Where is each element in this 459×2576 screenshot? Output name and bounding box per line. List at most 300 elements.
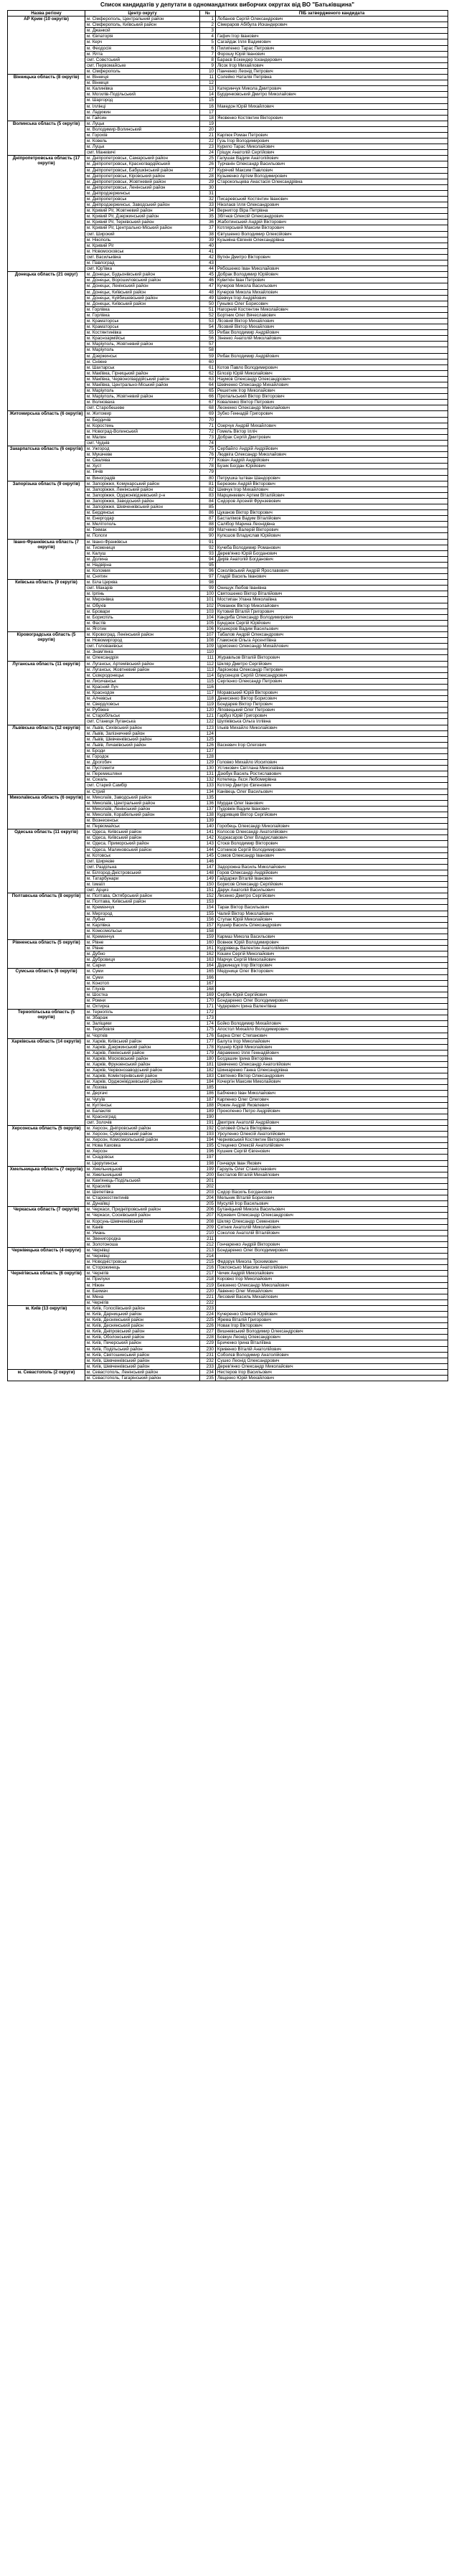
- district-number: 200: [200, 1172, 216, 1177]
- district-number: 7: [200, 51, 216, 57]
- candidate-name: Котелець Лєся Любомирівна: [216, 777, 448, 783]
- district-number: 156: [200, 916, 216, 922]
- district-number: 194: [200, 1137, 216, 1143]
- district-center: м. Севастополь, Гагарінський район: [85, 1376, 200, 1381]
- table-header-row: [8, 11, 448, 17]
- district-number: 222: [200, 1299, 216, 1305]
- district-number: 111: [200, 655, 216, 661]
- district-center: м. Львів, Залізничний район: [85, 730, 200, 736]
- candidate-name: Бевзенко Олександр Миколайович: [216, 1282, 448, 1288]
- district-center: смт. Маневичі: [85, 150, 200, 156]
- candidate-name: [216, 121, 448, 126]
- district-number: 58: [200, 347, 216, 353]
- region-name: Івано-Франківська область (7 округів): [8, 539, 85, 580]
- district-number: 119: [200, 702, 216, 708]
- district-number: 43: [200, 260, 216, 266]
- district-center: м. Первомайськ: [85, 824, 200, 829]
- district-center: м. Вінниця: [85, 75, 200, 80]
- candidate-name: Шевченко Олександр Анатолійович: [216, 1061, 448, 1067]
- district-center: м. Іллінці: [85, 103, 200, 109]
- district-number: 166: [200, 974, 216, 980]
- candidate-name: Бондаренко Олег Володимирович: [216, 997, 448, 1003]
- district-center: м. Ялта: [85, 51, 200, 57]
- district-center: м. Кривий Ріг, Тернівський район: [85, 220, 200, 225]
- district-number: 227: [200, 1329, 216, 1335]
- district-center: смт. Раздільна: [85, 864, 200, 870]
- district-center: м. Кіровоград, Ленінський район: [85, 632, 200, 638]
- district-center: м. Дрогобич: [85, 760, 200, 766]
- district-center: м. Херсон, Суворовський район: [85, 1132, 200, 1137]
- candidate-name: Зіненко Анатолій Миколайович: [216, 336, 448, 342]
- district-number: 176: [200, 1033, 216, 1038]
- candidate-name: Кушник Сергій Євгенович: [216, 1149, 448, 1155]
- district-number: 207: [200, 1213, 216, 1218]
- candidate-name: [216, 1155, 448, 1160]
- header-candidate: ПІБ затвердженого кандидата: [216, 11, 448, 17]
- district-number: 182: [200, 1068, 216, 1073]
- district-center: м. Луганськ, Жовтневий район: [85, 667, 200, 672]
- district-number: 36: [200, 220, 216, 225]
- district-center: м. Рівне: [85, 940, 200, 946]
- candidate-name: [216, 974, 448, 980]
- district-number: 155: [200, 911, 216, 916]
- district-center: м. Харків, Дзержинський район: [85, 1044, 200, 1050]
- district-number: 15: [200, 98, 216, 103]
- candidate-name: [216, 80, 448, 86]
- candidate-name: Дирів Анатолій Богданович: [216, 556, 448, 562]
- table-row: [8, 156, 448, 161]
- district-center: м. Маріуполь: [85, 347, 200, 353]
- candidate-name: Гарбуз Юрій Григорович: [216, 713, 448, 719]
- district-number: 179: [200, 1050, 216, 1056]
- district-number: 51: [200, 306, 216, 312]
- district-number: 14: [200, 92, 216, 98]
- district-center: м. Харків, Московський район: [85, 1056, 200, 1061]
- district-number: 31: [200, 190, 216, 196]
- table-row: [8, 539, 448, 545]
- candidate-name: [216, 342, 448, 347]
- district-center: м. Заліщики: [85, 1021, 200, 1027]
- header-region: Назва регіону: [8, 11, 85, 17]
- district-number: 173: [200, 1015, 216, 1021]
- district-center: м. Джанкой: [85, 28, 200, 34]
- district-center: м. Сторожинець: [85, 1265, 200, 1271]
- district-center: м. Харків, Орджонікідзевський район: [85, 1079, 200, 1085]
- district-number: 219: [200, 1282, 216, 1288]
- candidate-name: Сидоров Арсеній Фрунзевович: [216, 498, 448, 504]
- district-center: м. Новомиргород: [85, 638, 200, 644]
- district-center: смт. Старий Самбір: [85, 783, 200, 789]
- district-number: 47: [200, 283, 216, 289]
- district-center: м. Київ, Шевченківський район: [85, 1358, 200, 1363]
- district-number: 45: [200, 272, 216, 278]
- district-center: м. Дубровиця: [85, 957, 200, 963]
- district-center: м. Корсунь-Шевченківський: [85, 1218, 200, 1224]
- candidate-name: [216, 1254, 448, 1259]
- candidate-name: Соколівський Андрій Ярославович: [216, 568, 448, 574]
- candidate-name: Вуткін Дмитро Вікторович: [216, 254, 448, 260]
- district-center: м. Коростень: [85, 423, 200, 428]
- district-center: м. Карлівка: [85, 922, 200, 928]
- candidate-name: Кушнір Юрій Миколайович: [216, 1044, 448, 1050]
- table-row: [8, 411, 448, 417]
- district-number: 191: [200, 1119, 216, 1125]
- candidate-name: Шуліківська Ольга Іллівна: [216, 719, 448, 725]
- district-center: м. Нова Каховка: [85, 1143, 200, 1149]
- region-name: Вінницька область (8 округів): [8, 75, 85, 121]
- candidate-name: Мельник Віталій Борисович: [216, 1195, 448, 1201]
- district-number: 22: [200, 138, 216, 144]
- candidate-name: Моравський Юрій Вікторович: [216, 690, 448, 695]
- district-center: м. Запоріжжя, Заводський район: [85, 498, 200, 504]
- table-row: [8, 632, 448, 638]
- candidate-name: Кошин Сергій Миколайович: [216, 951, 448, 957]
- district-center: м. Одеса, Приморський район: [85, 841, 200, 847]
- district-number: 29: [200, 179, 216, 184]
- district-number: 206: [200, 1207, 216, 1213]
- district-number: 159: [200, 934, 216, 939]
- district-center: м. Донецьк, Ворошиловський район: [85, 278, 200, 283]
- district-number: 61: [200, 365, 216, 370]
- district-center: м. Прилуки: [85, 1277, 200, 1282]
- candidate-name: Соболєв Володимир Анатолійович: [216, 1352, 448, 1358]
- candidate-name: Бесталов Віталій Михайлович: [216, 1172, 448, 1177]
- district-number: 4: [200, 34, 216, 39]
- district-center: м. Шахтарськ: [85, 365, 200, 370]
- district-number: 12: [200, 80, 216, 86]
- district-center: м. Горлівка: [85, 306, 200, 312]
- district-number: 1: [200, 17, 216, 22]
- candidate-name: Соколов Анатолій Віталійович: [216, 1230, 448, 1236]
- candidate-name: Наумов Олександр Олександрович: [216, 376, 448, 382]
- district-center: м. Луганськ, Артемівський район: [85, 661, 200, 667]
- region-name: Чернівецька область (4 округи): [8, 1247, 85, 1270]
- candidate-name: Солейко Наталія Петрівна: [216, 75, 448, 80]
- district-center: м. Бровари: [85, 608, 200, 614]
- district-number: 175: [200, 1027, 216, 1033]
- candidate-name: [216, 649, 448, 655]
- district-number: 71: [200, 423, 216, 428]
- district-number: 218: [200, 1277, 216, 1282]
- district-center: м. Київ, Шевченківський район: [85, 1363, 200, 1369]
- candidate-name: [216, 980, 448, 986]
- table-row: [8, 1207, 448, 1213]
- table-row: [8, 1305, 448, 1311]
- district-number: 163: [200, 957, 216, 963]
- candidate-name: Яковенко Костянтин Вікторович: [216, 115, 448, 121]
- candidate-name: Македон Юрій Михайлович: [216, 103, 448, 109]
- district-number: 23: [200, 144, 216, 150]
- region-name: Донецька область (21 округ): [8, 272, 85, 411]
- district-number: 161: [200, 946, 216, 951]
- district-center: м. Луцьк: [85, 144, 200, 150]
- district-number: 98: [200, 580, 216, 586]
- candidate-name: [216, 1299, 448, 1305]
- district-center: м. Мукачеве: [85, 452, 200, 458]
- candidate-name: Романюк Віктор Миколайович: [216, 603, 448, 608]
- candidate-name: Шевчук Ігор Михайлович: [216, 486, 448, 492]
- candidate-name: Бриченко Ірина Віталіївна: [216, 1340, 448, 1346]
- district-number: 104: [200, 614, 216, 620]
- district-number: 2: [200, 22, 216, 28]
- district-center: м. Чернівці: [85, 1254, 200, 1259]
- district-center: м. Дніпропетровськ, Красногвардійський: [85, 161, 200, 167]
- district-number: 151: [200, 888, 216, 893]
- district-center: м. Керч: [85, 39, 200, 45]
- district-number: 78: [200, 464, 216, 469]
- candidate-name: Сушко Леонід Олександрович: [216, 1358, 448, 1363]
- district-number: 223: [200, 1305, 216, 1311]
- candidate-name: Лященко Юрій Михайлович: [216, 1376, 448, 1381]
- district-number: 62: [200, 370, 216, 376]
- candidate-name: Кучеров Микола Михайлович: [216, 289, 448, 295]
- district-number: 148: [200, 870, 216, 875]
- candidate-name: Бундзюк Сергій Юрійович: [216, 620, 448, 626]
- candidate-name: Соловей Ольга Вікторівна: [216, 1126, 448, 1132]
- district-center: м. Дубно: [85, 951, 200, 957]
- district-number: 145: [200, 852, 216, 858]
- district-number: 158: [200, 928, 216, 934]
- district-number: 10: [200, 68, 216, 74]
- district-center: м. Кривий Ріг, Дзержинський район: [85, 214, 200, 220]
- district-center: м. Новомосковськ: [85, 248, 200, 254]
- district-center: смт. Первомайське: [85, 62, 200, 68]
- district-center: м. Харків, Ленінський район: [85, 1050, 200, 1056]
- district-number: 109: [200, 644, 216, 649]
- district-number: 133: [200, 783, 216, 789]
- district-number: 192: [200, 1126, 216, 1132]
- candidate-name: Кривенко Віталій Анатолійович: [216, 1346, 448, 1352]
- candidate-name: Цуканов Віктор Вікторович: [216, 510, 448, 516]
- candidate-name: [216, 417, 448, 423]
- district-number: 198: [200, 1160, 216, 1166]
- table-row: [8, 725, 448, 730]
- district-center: м. Нікополь: [85, 237, 200, 243]
- district-center: м. Обухів: [85, 603, 200, 608]
- district-number: 17: [200, 109, 216, 115]
- candidate-name: Канівець Олег Васильович: [216, 789, 448, 794]
- district-center: м. Донецьк, Київський район: [85, 301, 200, 306]
- candidate-name: Сагайдак Ілля Вадимович: [216, 39, 448, 45]
- district-center: м. Кривий Ріг, Жовтневий район: [85, 208, 200, 214]
- candidate-name: Урсуленко Олексій Анатолійович: [216, 1132, 448, 1137]
- candidate-name: Чалий Віктор Миколайович: [216, 911, 448, 916]
- district-number: 3: [200, 28, 216, 34]
- district-number: 199: [200, 1166, 216, 1172]
- district-number: 87: [200, 516, 216, 522]
- candidate-name: Гафич Ігор Іванович: [216, 34, 448, 39]
- district-center: м. Херсон: [85, 1149, 200, 1155]
- candidate-name: [216, 580, 448, 586]
- district-center: м. Дніпропетровськ, Бабушкінський район: [85, 167, 200, 173]
- district-center: м. Дніпродзержинськ: [85, 190, 200, 196]
- district-number: 214: [200, 1254, 216, 1259]
- district-center: смт. Старобешеве: [85, 405, 200, 411]
- district-number: 56: [200, 336, 216, 342]
- district-number: 209: [200, 1224, 216, 1230]
- candidates-table: [7, 10, 448, 1381]
- district-number: 146: [200, 858, 216, 864]
- district-center: м. Старобільськ: [85, 713, 200, 719]
- district-center: м. Євпаторія: [85, 34, 200, 39]
- candidate-name: Новак Ігор Вікторович: [216, 1323, 448, 1329]
- candidate-name: Кузьміна Євгенія Олександрівна: [216, 237, 448, 243]
- candidate-name: Збітнєв Олексій Олександрович: [216, 214, 448, 220]
- district-center: м. Фастів: [85, 620, 200, 626]
- candidate-name: Лісовий Віктор Михайлович: [216, 324, 448, 330]
- district-number: 125: [200, 736, 216, 742]
- district-number: 77: [200, 458, 216, 464]
- district-center: м. Татарбунари: [85, 875, 200, 881]
- candidate-name: Басталімов Вадим Віталійович: [216, 516, 448, 522]
- district-number: 101: [200, 597, 216, 603]
- candidate-name: Ступак Юрій Миколайович: [216, 916, 448, 922]
- candidate-name: Петрушка Іштван Шандорович: [216, 475, 448, 481]
- region-name: Сумська область (6 округів): [8, 969, 85, 1010]
- district-center: м. Шепетівка: [85, 1190, 200, 1195]
- district-center: м. Свалява: [85, 458, 200, 464]
- candidate-name: Коваленко Віктор Петрович: [216, 400, 448, 405]
- district-number: 79: [200, 469, 216, 475]
- district-center: м. Канів: [85, 1224, 200, 1230]
- district-number: 103: [200, 608, 216, 614]
- district-center: м. Київ, Печерський район: [85, 1340, 200, 1346]
- district-number: 168: [200, 986, 216, 992]
- district-number: 50: [200, 301, 216, 306]
- district-number: 5: [200, 39, 216, 45]
- district-center: м. Суми: [85, 969, 200, 974]
- district-number: 38: [200, 231, 216, 237]
- candidate-name: Поклонсько Максим Анатолійович: [216, 1265, 448, 1271]
- district-number: 153: [200, 899, 216, 905]
- district-number: 49: [200, 295, 216, 301]
- district-center: м. Одеса, Київський район: [85, 835, 200, 841]
- district-number: 88: [200, 522, 216, 527]
- district-number: 86: [200, 510, 216, 516]
- district-center: м. Пологи: [85, 533, 200, 539]
- district-center: м. Новоград-Волинський: [85, 428, 200, 434]
- district-center: м. Долина: [85, 556, 200, 562]
- candidate-name: Гайдаржи Віталій Іванович: [216, 875, 448, 881]
- district-number: 81: [200, 481, 216, 486]
- candidate-name: Чичик Андрій Миколайович: [216, 1271, 448, 1277]
- district-center: м. Запоріжжя, Орджонікідзевський р-н: [85, 492, 200, 498]
- district-center: м. Миколаїв, Заводський район: [85, 794, 200, 800]
- region-name: Полтавська область (8 округів): [8, 893, 85, 940]
- district-center: м. Ужгород: [85, 446, 200, 452]
- candidate-name: [216, 754, 448, 760]
- district-number: 93: [200, 550, 216, 556]
- candidate-name: Тарак Віктор Васильович: [216, 905, 448, 911]
- district-center: м. Краснодон: [85, 690, 200, 695]
- table-body: [8, 17, 448, 1381]
- district-number: 226: [200, 1323, 216, 1329]
- district-center: м. Одеса, Малиновський район: [85, 847, 200, 852]
- district-center: м. Золотоноша: [85, 1241, 200, 1247]
- district-center: м. Яготин: [85, 626, 200, 631]
- district-center: м. Красилів: [85, 1183, 200, 1189]
- candidate-name: [216, 347, 448, 353]
- district-center: м. Алчевськ: [85, 696, 200, 702]
- candidate-name: [216, 260, 448, 266]
- candidate-name: Сімераров Абібула Искандерович: [216, 22, 448, 28]
- district-center: м. Красноармійськ: [85, 336, 200, 342]
- district-number: 139: [200, 818, 216, 824]
- district-number: 150: [200, 882, 216, 888]
- district-number: 170: [200, 997, 216, 1003]
- district-center: смт. Васильківка: [85, 254, 200, 260]
- district-center: м. Житомир: [85, 411, 200, 417]
- candidate-name: Сергієнко Олександр Петрович: [216, 678, 448, 684]
- district-number: 208: [200, 1218, 216, 1224]
- district-center: м. Харків, Київський район: [85, 1038, 200, 1044]
- district-number: 213: [200, 1247, 216, 1253]
- candidate-name: [216, 1010, 448, 1015]
- district-number: 53: [200, 318, 216, 324]
- district-center: м. Кам'янець-Подільський: [85, 1177, 200, 1183]
- district-number: 172: [200, 1010, 216, 1015]
- district-number: 33: [200, 202, 216, 208]
- candidate-name: [216, 28, 448, 34]
- table-row: [8, 1010, 448, 1015]
- candidate-name: Озерчук Андрій Михайлович: [216, 423, 448, 428]
- district-center: м. Куп'янськ: [85, 1102, 200, 1108]
- table-row: [8, 969, 448, 974]
- district-center: м. Миргород: [85, 911, 200, 916]
- district-center: м. Львів, Личаківський район: [85, 742, 200, 748]
- candidate-name: [216, 562, 448, 568]
- district-center: м. Івано-Франківськ: [85, 539, 200, 545]
- district-center: м. Ковель: [85, 138, 200, 144]
- candidate-name: [216, 469, 448, 475]
- district-center: м. Донецьк, Будьонівський район: [85, 272, 200, 278]
- region-name: Одеська область (11 округів): [8, 829, 85, 893]
- district-center: м. Полтава, Октябрський район: [85, 893, 200, 899]
- district-center: м. Ірпінь: [85, 591, 200, 597]
- district-number: 190: [200, 1114, 216, 1119]
- candidate-name: Гузь Ігор Володимирович: [216, 138, 448, 144]
- district-number: 126: [200, 742, 216, 748]
- candidate-name: [216, 126, 448, 132]
- district-center: м. Маріуполь: [85, 388, 200, 394]
- district-number: 141: [200, 829, 216, 835]
- candidate-name: Карпенко Олег Олегович: [216, 1096, 448, 1102]
- candidate-name: Нагорний Костянтин Миколайович: [216, 306, 448, 312]
- candidate-name: [216, 504, 448, 509]
- district-center: м. Малин: [85, 434, 200, 440]
- district-number: 76: [200, 452, 216, 458]
- candidate-name: Форошу Юрій Іванович: [216, 51, 448, 57]
- district-center: м. Тячів: [85, 469, 200, 475]
- district-number: 120: [200, 708, 216, 713]
- district-center: м. Донецьк, Куйбишевський район: [85, 295, 200, 301]
- district-number: 234: [200, 1369, 216, 1375]
- district-center: м. Чернігів: [85, 1271, 200, 1277]
- district-number: 177: [200, 1038, 216, 1044]
- candidate-name: Ярема Віталій Григорович: [216, 1317, 448, 1323]
- district-center: м. Чугуїв: [85, 1096, 200, 1102]
- candidate-name: Бортник Олег Вячеславович: [216, 312, 448, 318]
- candidate-name: Горобець Олександр Миколайович: [216, 824, 448, 829]
- district-number: 102: [200, 603, 216, 608]
- candidate-name: Бутаніцький Микола Васильович: [216, 1207, 448, 1213]
- district-number: 217: [200, 1271, 216, 1277]
- candidate-name: Гончарук Іван Якович: [216, 1160, 448, 1166]
- district-center: м. Київ, Подільський район: [85, 1346, 200, 1352]
- district-center: м. Донецьк, Ленінський район: [85, 283, 200, 289]
- district-number: 180: [200, 1056, 216, 1061]
- district-number: 130: [200, 766, 216, 771]
